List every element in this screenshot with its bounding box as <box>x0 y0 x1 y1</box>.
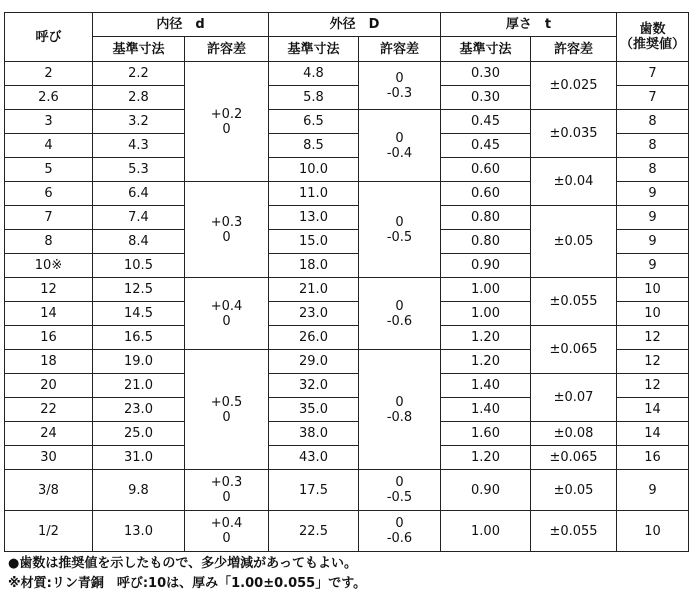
cell-t: 0.45 <box>441 110 531 134</box>
header-t-tol: 許容差 <box>531 37 617 62</box>
cell-D: 6.5 <box>269 110 359 134</box>
cell-D-tol: 0 -0.8 <box>359 350 441 470</box>
cell-t: 0.30 <box>441 62 531 86</box>
cell-teeth: 10 <box>617 511 689 552</box>
cell-D-tol: 0 -0.6 <box>359 511 441 552</box>
cell-d-tol: +0.3 0 <box>185 182 269 278</box>
table-row <box>5 374 689 398</box>
cell-t: 1.00 <box>441 278 531 302</box>
cell-D: 15.0 <box>269 230 359 254</box>
cell-d-tol: +0.4 0 <box>185 278 269 350</box>
cell-yobi: 3 <box>5 110 93 134</box>
cell-d-tol: +0.5 0 <box>185 350 269 470</box>
header-D-base: 基準寸法 <box>269 37 359 62</box>
cell-yobi: 4 <box>5 134 93 158</box>
cell-d: 13.0 <box>93 511 185 552</box>
cell-d: 5.3 <box>93 158 185 182</box>
cell-teeth: 9 <box>617 182 689 206</box>
cell-t-tol: ±0.025 <box>531 62 617 110</box>
cell-D: 18.0 <box>269 254 359 278</box>
cell-d: 8.4 <box>93 230 185 254</box>
cell-yobi: 7 <box>5 206 93 230</box>
cell-yobi: 16 <box>5 326 93 350</box>
cell-t: 1.60 <box>441 422 531 446</box>
cell-t-tol: ±0.055 <box>531 278 617 326</box>
cell-teeth: 9 <box>617 206 689 230</box>
header-d-tol: 許容差 <box>185 37 269 62</box>
cell-t-tol: ±0.065 <box>531 326 617 374</box>
table-row <box>5 470 689 511</box>
footnotes <box>8 554 366 594</box>
cell-t: 0.60 <box>441 158 531 182</box>
cell-t-tol: ±0.065 <box>531 446 617 470</box>
cell-t: 0.80 <box>441 230 531 254</box>
cell-D: 38.0 <box>269 422 359 446</box>
cell-teeth: 16 <box>617 446 689 470</box>
cell-yobi: 6 <box>5 182 93 206</box>
cell-D: 29.0 <box>269 350 359 374</box>
cell-D-tol: 0 -0.5 <box>359 470 441 511</box>
cell-yobi: 2 <box>5 62 93 86</box>
header-D-tol: 許容差 <box>359 37 441 62</box>
cell-d: 12.5 <box>93 278 185 302</box>
cell-D: 11.0 <box>269 182 359 206</box>
cell-yobi: 2.6 <box>5 86 93 110</box>
cell-D-tol: 0 -0.3 <box>359 62 441 110</box>
cell-yobi: 8 <box>5 230 93 254</box>
cell-teeth: 8 <box>617 110 689 134</box>
cell-d: 2.8 <box>93 86 185 110</box>
cell-t: 0.60 <box>441 182 531 206</box>
cell-d: 19.0 <box>93 350 185 374</box>
cell-d: 21.0 <box>93 374 185 398</box>
header-inner-diameter: 内径 d <box>93 13 269 37</box>
header-teeth: 歯数 （推奨値） <box>617 13 689 62</box>
cell-yobi: 20 <box>5 374 93 398</box>
cell-d: 25.0 <box>93 422 185 446</box>
cell-D: 13.0 <box>269 206 359 230</box>
cell-D: 32.0 <box>269 374 359 398</box>
cell-t: 1.40 <box>441 398 531 422</box>
cell-t: 1.00 <box>441 511 531 552</box>
cell-teeth: 12 <box>617 350 689 374</box>
cell-d: 3.2 <box>93 110 185 134</box>
table-row <box>5 110 689 134</box>
cell-teeth: 9 <box>617 254 689 278</box>
cell-d-tol: +0.3 0 <box>185 470 269 511</box>
cell-d: 14.5 <box>93 302 185 326</box>
cell-d: 4.3 <box>93 134 185 158</box>
cell-D-tol: 0 -0.6 <box>359 278 441 350</box>
cell-t: 1.40 <box>441 374 531 398</box>
cell-t: 0.90 <box>441 254 531 278</box>
cell-yobi: 30 <box>5 446 93 470</box>
cell-t-tol: ±0.07 <box>531 374 617 422</box>
cell-D: 5.8 <box>269 86 359 110</box>
cell-teeth: 7 <box>617 86 689 110</box>
cell-t: 0.45 <box>441 134 531 158</box>
cell-teeth: 9 <box>617 470 689 511</box>
cell-d-tol: +0.4 0 <box>185 511 269 552</box>
cell-yobi: 22 <box>5 398 93 422</box>
cell-d: 23.0 <box>93 398 185 422</box>
header-yobi: 呼び <box>5 13 93 62</box>
cell-teeth: 8 <box>617 158 689 182</box>
cell-t: 0.30 <box>441 86 531 110</box>
cell-t-tol: ±0.04 <box>531 158 617 206</box>
cell-teeth: 12 <box>617 374 689 398</box>
cell-D: 22.5 <box>269 511 359 552</box>
cell-t-tol: ±0.05 <box>531 470 617 511</box>
cell-yobi: 18 <box>5 350 93 374</box>
cell-d: 10.5 <box>93 254 185 278</box>
note-teeth: ●歯数は推奨値を示したもので、多少増減があってもよい。 <box>8 556 357 571</box>
cell-teeth: 7 <box>617 62 689 86</box>
header-outer-diameter: 外径 D <box>269 13 441 37</box>
table-row <box>5 158 689 182</box>
header-d-base: 基準寸法 <box>93 37 185 62</box>
cell-D: 10.0 <box>269 158 359 182</box>
cell-yobi: 24 <box>5 422 93 446</box>
table-row <box>5 206 689 230</box>
cell-D: 35.0 <box>269 398 359 422</box>
header-t-base: 基準寸法 <box>441 37 531 62</box>
cell-D: 43.0 <box>269 446 359 470</box>
cell-t: 0.90 <box>441 470 531 511</box>
cell-t-tol: ±0.035 <box>531 110 617 158</box>
cell-D: 4.8 <box>269 62 359 86</box>
cell-D: 17.5 <box>269 470 359 511</box>
header-thickness: 厚さ t <box>441 13 617 37</box>
cell-yobi: 12 <box>5 278 93 302</box>
spec-table <box>4 12 689 552</box>
cell-D: 26.0 <box>269 326 359 350</box>
cell-t: 1.20 <box>441 326 531 350</box>
cell-t: 0.80 <box>441 206 531 230</box>
cell-D: 8.5 <box>269 134 359 158</box>
cell-teeth: 14 <box>617 422 689 446</box>
table-row <box>5 278 689 302</box>
cell-teeth: 10 <box>617 302 689 326</box>
table-row <box>5 326 689 350</box>
cell-t-tol: ±0.05 <box>531 206 617 278</box>
note-material: ※材質:リン青銅 呼び:10は、厚み「1.00±0.055」です。 <box>8 576 367 591</box>
cell-t-tol: ±0.08 <box>531 422 617 446</box>
cell-d: 7.4 <box>93 206 185 230</box>
table-row <box>5 422 689 446</box>
table-row <box>5 62 689 86</box>
cell-teeth: 8 <box>617 134 689 158</box>
cell-teeth: 12 <box>617 326 689 350</box>
cell-D: 23.0 <box>269 302 359 326</box>
cell-t-tol: ±0.055 <box>531 511 617 552</box>
cell-teeth: 14 <box>617 398 689 422</box>
cell-d: 6.4 <box>93 182 185 206</box>
cell-D-tol: 0 -0.5 <box>359 182 441 278</box>
cell-yobi: 10※ <box>5 254 93 278</box>
cell-d: 31.0 <box>93 446 185 470</box>
cell-yobi: 14 <box>5 302 93 326</box>
cell-teeth: 10 <box>617 278 689 302</box>
cell-yobi: 3/8 <box>5 470 93 511</box>
cell-d: 2.2 <box>93 62 185 86</box>
cell-yobi: 1/2 <box>5 511 93 552</box>
cell-teeth: 9 <box>617 230 689 254</box>
table-row <box>5 511 689 552</box>
cell-d-tol: +0.2 0 <box>185 62 269 182</box>
cell-d: 9.8 <box>93 470 185 511</box>
table-row <box>5 446 689 470</box>
cell-t: 1.20 <box>441 350 531 374</box>
cell-d: 16.5 <box>93 326 185 350</box>
cell-D-tol: 0 -0.4 <box>359 110 441 182</box>
cell-D: 21.0 <box>269 278 359 302</box>
cell-t: 1.20 <box>441 446 531 470</box>
cell-yobi: 5 <box>5 158 93 182</box>
cell-t: 1.00 <box>441 302 531 326</box>
